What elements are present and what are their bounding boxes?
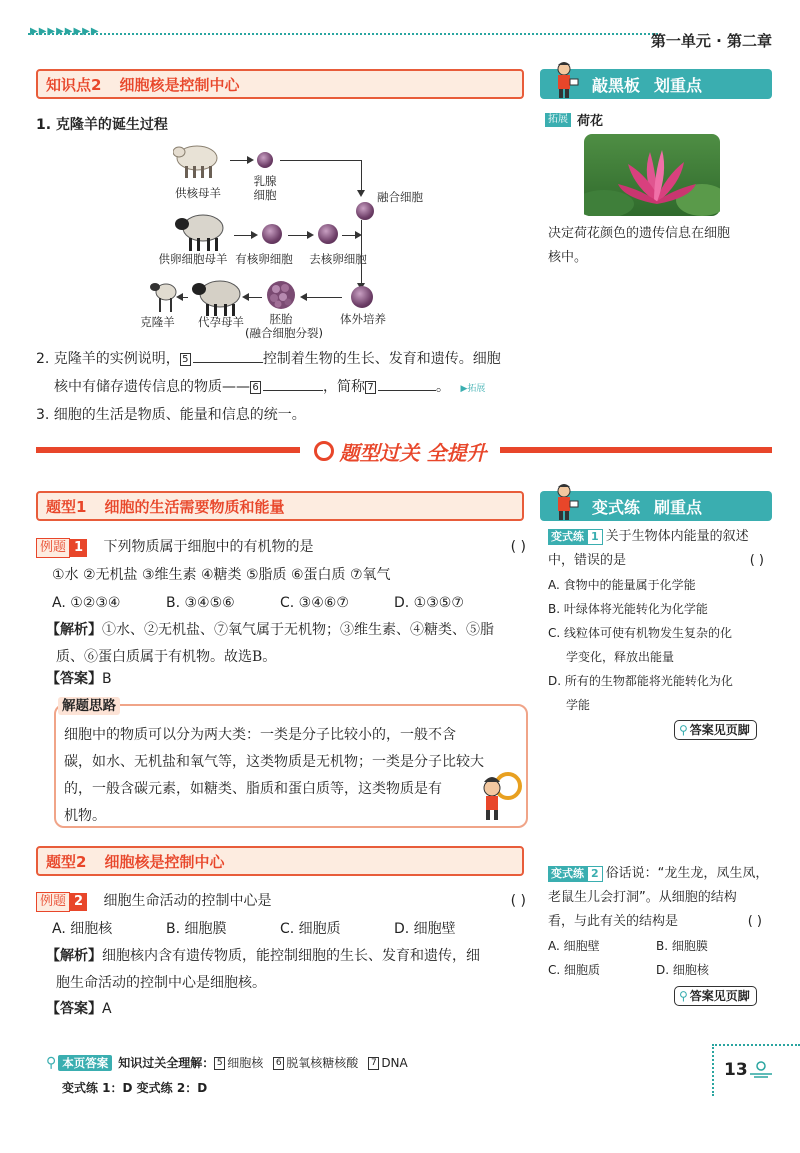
arrow-1 <box>230 160 252 161</box>
label-embryo-1: 胚胎 <box>269 312 293 326</box>
arrow-6 <box>244 297 262 298</box>
option-a[interactable]: A. ①②③④ <box>52 595 121 611</box>
think-tag: 解题思路 <box>58 697 120 715</box>
example-1-items: ①水 ②无机盐 ③维生素 ④糖类 ⑤脂质 ⑥蛋白质 ⑦氧气 <box>52 567 391 583</box>
cartoon-figure-icon-2 <box>550 483 580 521</box>
black-sheep-icon <box>175 210 227 254</box>
example-2-options <box>52 916 522 943</box>
knowledge-bar <box>36 69 524 99</box>
var2-option-c[interactable]: C. 细胞质 <box>548 963 601 977</box>
label-mammary-2: 细胞 <box>253 188 277 202</box>
arrow-5 <box>178 297 188 298</box>
key-icon: ⚲ <box>679 723 688 737</box>
variant-1: 变式练 1 关于生物体内能量的叙述 中，错误的是 ( ) A. 食物中的能量属于化学能 B. 叶绿体将光能转化为化学能 C. 线粒体可使有机物发生复杂的化 学变化，释放出能量 D. 所有的生物都能将光能转化为化 学能 <box>548 525 774 717</box>
expand-label: 拓展 <box>545 113 571 127</box>
flower-text: 决定荷花颜色的遗传信息在细胞 核中。 <box>548 226 731 265</box>
cartoon-figure-icon <box>550 61 580 99</box>
sun-cloud-icon <box>748 1060 774 1078</box>
connector-v <box>361 160 362 192</box>
blank-box-5: 5 <box>180 353 191 366</box>
right-banner-1-b: 划重点 <box>654 75 703 95</box>
label-clone: 克隆羊 <box>140 315 175 329</box>
blank-5[interactable] <box>193 349 263 363</box>
footer-line-2: 变式练 1：D 变式练 2：D <box>62 1081 208 1095</box>
label-fused: 融合细胞 <box>377 190 423 204</box>
option-b[interactable]: B. ③④⑤⑥ <box>166 595 235 611</box>
arrow-4 <box>342 235 360 236</box>
enucleated-egg-icon <box>318 224 338 244</box>
page-number: 13 <box>724 1060 748 1080</box>
answer-footer-button-2[interactable]: ⚲ 答案见页脚 <box>674 986 757 1006</box>
example-2-answer: 【答案】A <box>46 1001 112 1017</box>
example-1-options <box>52 590 522 617</box>
label-embryo-2: (融合细胞分裂) <box>245 326 323 340</box>
connector-h <box>280 160 362 161</box>
mammary-cell-icon <box>257 152 273 168</box>
variant-2: 变式练 2 俗话说：“龙生龙，凤生凤， 老鼠生儿会打洞”。从细胞的结构 看，与此有关的结构是 ( ) A. 细胞壁 B. 细胞膜 C. 细胞质 D. 细胞核 <box>548 862 776 982</box>
type2-bar-num: 题型2 <box>46 852 87 871</box>
example-1-answer: 【答案】B <box>46 671 112 687</box>
label-enucleated-egg: 去核卵细胞 <box>309 252 367 266</box>
clone-diagram <box>130 140 423 350</box>
white-sheep-icon <box>173 140 221 180</box>
example-2-analysis: 【解析】细胞核内含有遗传物质，能控制细胞的生长、发育和遗传，细 胞生命活动的控制中心是细胞核。 <box>46 948 480 991</box>
arrow-2 <box>234 235 256 236</box>
item-2-line-2: 核中有储存遗传信息的物质—— 6 ，简称 7 。 ▶拓展 <box>54 379 486 395</box>
blank-box-6: 6 <box>250 381 261 394</box>
key-footer-icon: ⚲ <box>46 1055 57 1071</box>
lotus-image <box>584 134 720 216</box>
think-text: 细胞中的物质可以分为两大类：一类是分子比较小的，一般不含 碳，如水、无机盐和氧气等，这类物质是无机物；一类是分子比较大 的，一般含碳元素，如糖类、脂质和蛋白质等，这类物质是有 机物。 <box>64 727 484 824</box>
label-donor-egg: 供卵细胞母羊 <box>158 252 228 266</box>
label-mammary-1: 乳腺 <box>253 174 277 188</box>
var1-option-c[interactable]: C. 线粒体可使有机物发生复杂的化 <box>548 626 733 640</box>
surrogate-sheep-icon <box>192 276 244 318</box>
type1-bar-title: 细胞的生活需要物质和能量 <box>104 497 285 516</box>
arrow-3 <box>288 235 312 236</box>
type1-bar-num: 题型1 <box>46 497 87 516</box>
answer-footer-button-1[interactable]: ⚲ 答案见页脚 <box>674 720 757 740</box>
label-surrogate: 代孕母羊 <box>198 315 244 329</box>
ex2-option-c[interactable]: C. 细胞质 <box>280 921 341 937</box>
expand-header <box>545 110 603 129</box>
label-donor-nucleus: 供核母羊 <box>175 186 221 200</box>
right-banner-1-a: 敲黑板 <box>592 75 641 95</box>
var2-option-d[interactable]: D. 细胞核 <box>656 963 709 977</box>
label-nucleated-egg: 有核卵细胞 <box>235 252 293 266</box>
nucleated-egg-icon <box>262 224 282 244</box>
var1-option-a[interactable]: A. 食物中的能量属于化学能 <box>548 578 696 592</box>
embryo-icon <box>266 280 296 310</box>
type1-bar <box>36 491 524 521</box>
right-banner-2 <box>540 491 772 521</box>
ex2-option-a[interactable]: A. 细胞核 <box>52 921 113 937</box>
example-1-question: 例题 1 下列物质属于细胞中的有机物的是 ( ) <box>36 534 526 561</box>
item-2-line-1: 2. 克隆羊的实例说明， 5 控制着生物的生长、发育和遗传。细胞 <box>36 351 501 367</box>
arrow-7 <box>302 297 342 298</box>
arrow-down <box>357 190 365 197</box>
footer-line-1: ⚲ 本页答案 知识过关全理解： 5 细胞核 6 脱氧核糖核酸 7 DNA <box>46 1055 408 1071</box>
page-answer-tag: 本页答案 <box>58 1055 112 1071</box>
ex2-option-b[interactable]: B. 细胞膜 <box>166 921 227 937</box>
header-dotted-line <box>28 33 658 35</box>
item-3: 3. 细胞的生活是物质、能量和信息的统一。 <box>36 407 306 423</box>
var2-option-b[interactable]: B. 细胞膜 <box>656 939 708 953</box>
ex2-option-d[interactable]: D. 细胞壁 <box>394 921 456 937</box>
flower-title: 荷花 <box>577 114 604 129</box>
blank-6[interactable] <box>263 377 323 391</box>
type2-bar <box>36 846 524 876</box>
var2-option-a[interactable]: A. 细胞壁 <box>548 939 600 953</box>
magnifier-mascot-icon <box>476 770 526 822</box>
type2-bar-title: 细胞核是控制中心 <box>104 852 225 871</box>
expand-tag: ▶拓展 <box>460 384 486 394</box>
var1-option-d[interactable]: D. 所有的生物都能将光能转化为化 <box>548 674 733 688</box>
item-1: 1. 克隆羊的诞生过程 <box>36 117 168 133</box>
key-icon-2: ⚲ <box>679 989 688 1003</box>
clone-sheep-icon <box>150 278 178 314</box>
header-arrows: ▶▶▶▶▶▶▶▶ <box>30 26 100 37</box>
label-culture: 体外培养 <box>340 312 386 326</box>
divider-title: 题型过关 全提升 <box>300 436 500 466</box>
fused-cell-icon <box>356 202 374 220</box>
right-banner-1 <box>540 69 772 99</box>
knowledge-bar-num: 知识点2 <box>46 75 102 94</box>
right-banner-2-b: 刷重点 <box>654 497 703 517</box>
chapter-title: 第一单元 · 第二章 <box>650 32 772 50</box>
connector-v2 <box>361 220 362 285</box>
example-1-analysis: 【解析】①水、②无机盐、⑦氧气属于无机物；③维生素、④糖类、⑤脂 质、⑥蛋白质属于有机物。故选B。 <box>46 622 494 665</box>
option-c[interactable]: C. ③④⑥⑦ <box>280 595 349 611</box>
knowledge-bar-title: 细胞核是控制中心 <box>119 75 240 94</box>
swirl-icon <box>314 441 334 461</box>
option-d[interactable]: D. ①③⑤⑦ <box>394 595 464 611</box>
example-2-question: 例题 2 细胞生命活动的控制中心是 ( ) <box>36 888 526 915</box>
blank-box-7: 7 <box>365 381 376 394</box>
cultured-cell-icon <box>351 286 373 308</box>
right-banner-2-a: 变式练 <box>592 497 641 517</box>
var1-option-b[interactable]: B. 叶绿体将光能转化为化学能 <box>548 602 708 616</box>
blank-7[interactable] <box>378 377 436 391</box>
